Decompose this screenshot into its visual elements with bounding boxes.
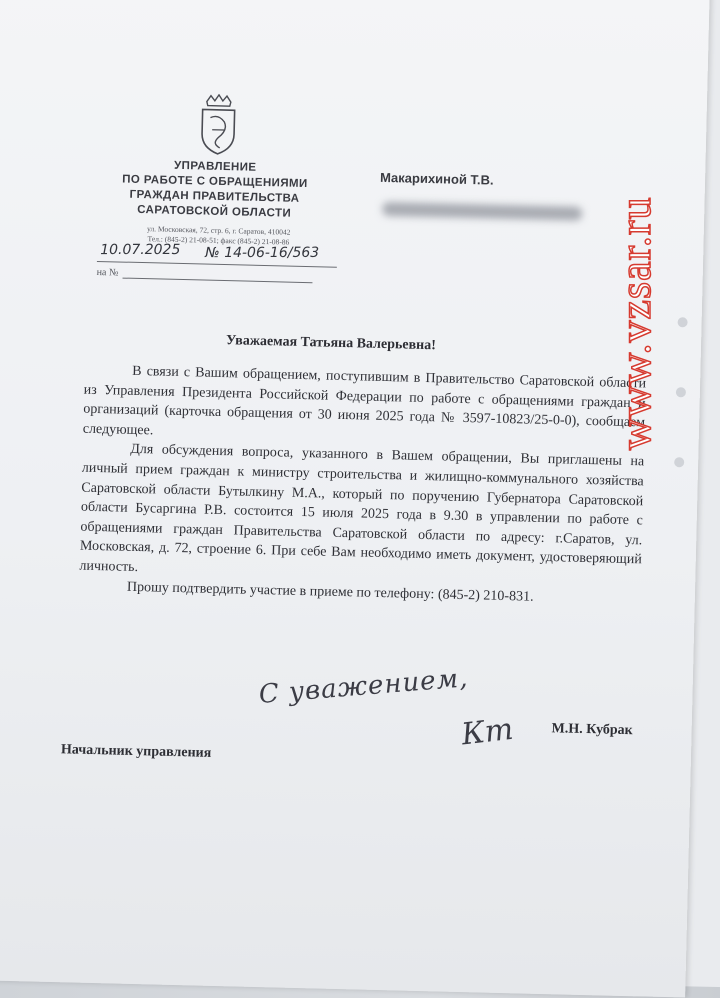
addressee-name: Макарихиной Т.В. [379, 169, 494, 188]
saratov-coat-of-arms-icon [198, 93, 240, 156]
site-watermark: www.vzsar.ru [611, 196, 660, 450]
signer-name: М.Н. Кубрак [551, 721, 633, 739]
body-paragraph: В связи с Вашим обращением, поступившим в Правительство Саратовской области из Управления Президента Российской Федерации по работе с обращениями граждан и организаций (карточка обращения от 30 июня 2025 года № 3597-10823/25-0-0), сообщаем следующее. [82, 363, 647, 439]
address-line: ул. Московская, 72, стр. 6, г. Саратов, 410042 [146, 224, 291, 237]
sender-line: ГРАЖДАН ПРАВИТЕЛЬСТВА [129, 188, 300, 205]
reference-number-line [123, 278, 313, 284]
reference-number-label: на № [96, 266, 119, 279]
letter-body [79, 361, 647, 610]
signer-position: Начальник управления [60, 742, 212, 761]
phone-line: Тел.: (845-2) 21-08-51; факс (845-2) 21-08-86 [147, 234, 290, 247]
salutation: Уважаемая Татьяна Валерьевна! [225, 333, 437, 354]
handwritten-signoff: С уважением, [257, 663, 470, 710]
sender-line: САРАТОВСКОЙ ОБЛАСТИ [137, 203, 292, 220]
redacted-address [382, 202, 582, 221]
registration-date: 10.07.2025 [100, 241, 181, 259]
body-paragraph: Для обсуждения вопроса, указанного в Вашем обращении, Вы приглашены на личный прием граждан к министру строительства и жилищно-коммунального хозяйства Саратовской области Бутылкину М.А., который по поручению Губернатора Саратовской области Бусаргина Р.В. состоится 15 июля 2025 года в 9.30 в управлении по работе с обращениями граждан Правительства Саратовской области по адресу: г.Саратов, ул. Московская, д. 72, строение 6. При себе Вам необходимо иметь документ, удостоверяющий личность. [79, 442, 645, 575]
sender-line: УПРАВЛЕНИЕ [173, 159, 257, 174]
handwritten-signature: Кm [459, 711, 516, 753]
sender-block [94, 157, 335, 223]
sender-line: ПО РАБОТЕ С ОБРАЩЕНИЯМИ [122, 173, 308, 191]
registration-number: № 14-06-16/563 [205, 244, 320, 262]
body-paragraph: Прошу подтвердить участие в приеме по телефону: (845-2) 210-831. [126, 579, 534, 605]
